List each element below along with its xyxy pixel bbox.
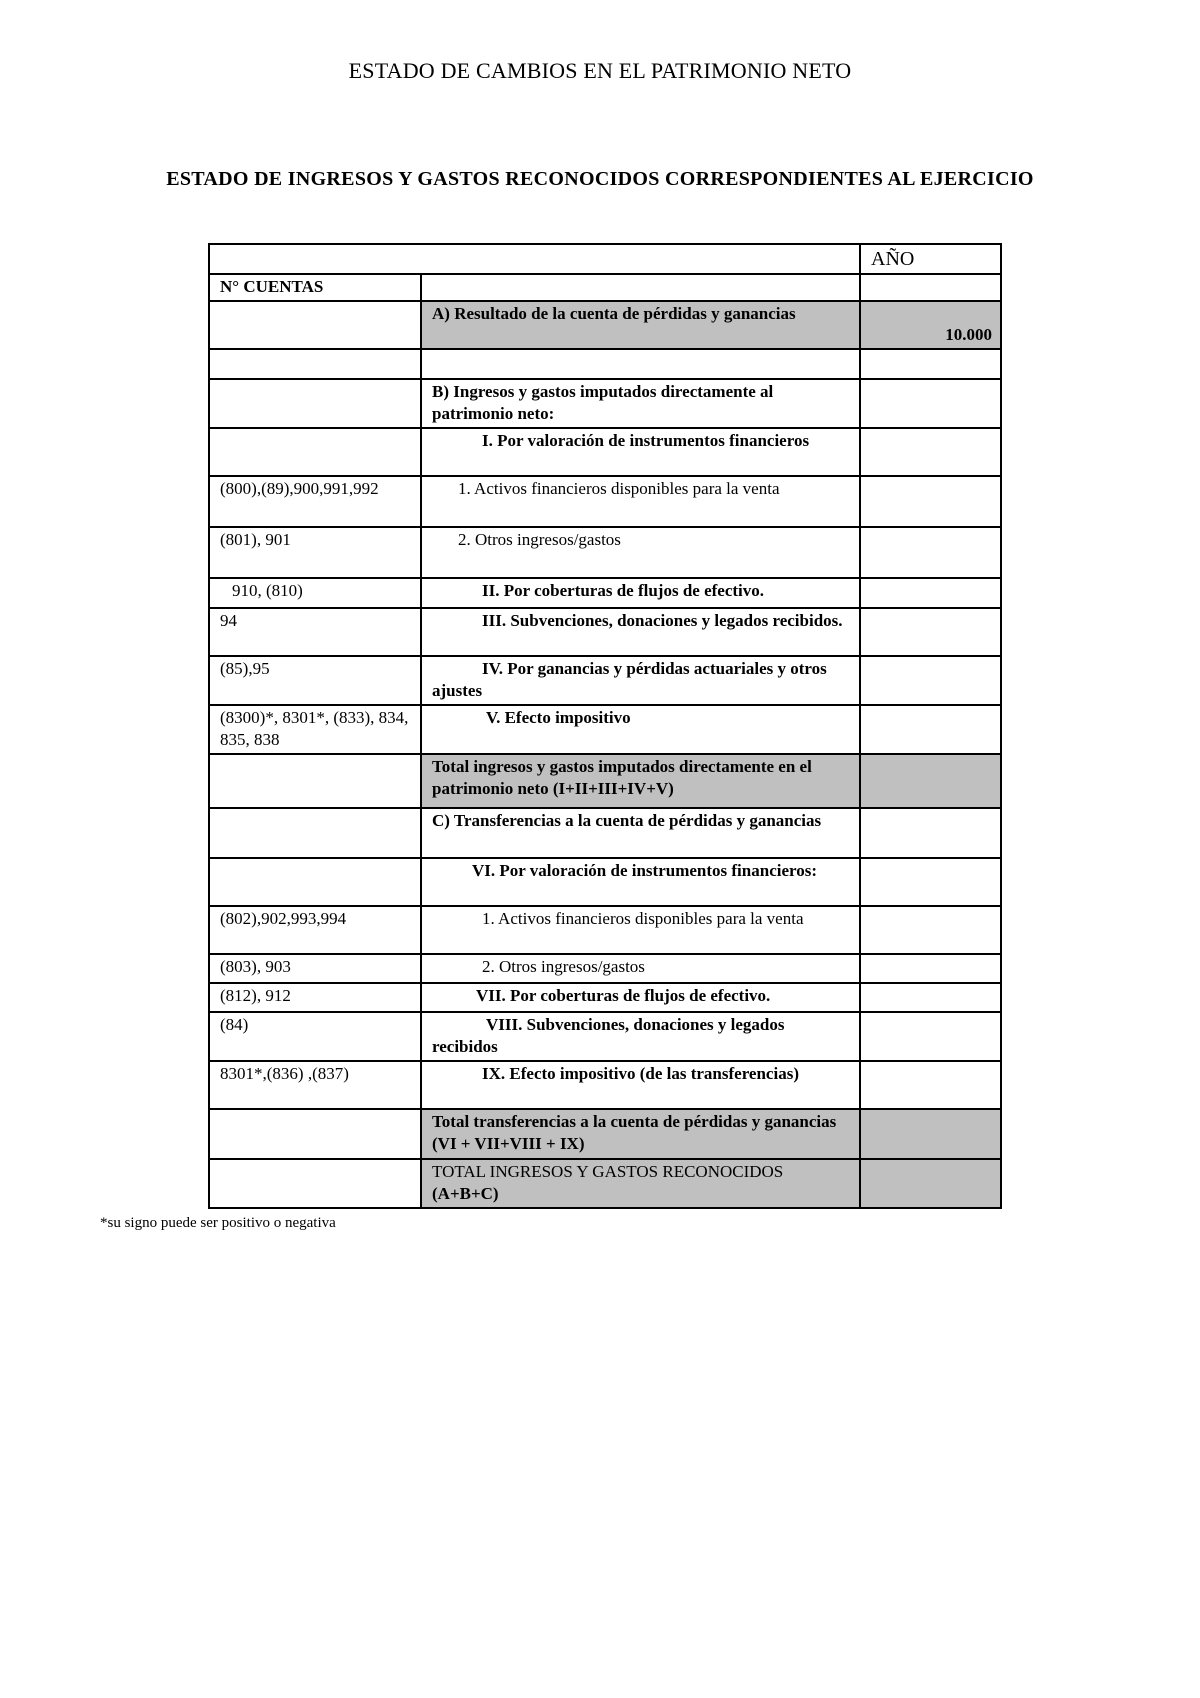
- value-cell: [860, 1109, 1001, 1159]
- value-cell: [860, 379, 1001, 428]
- table-row: [209, 527, 1001, 578]
- value-cell: [860, 349, 1001, 379]
- desc-cell: C) Transferencias a la cuenta de pérdidas y ganancias: [421, 808, 860, 858]
- desc-cell: B) Ingresos y gastos imputados directamente al patrimonio neto:: [421, 379, 860, 428]
- value-cell: 10.000: [860, 301, 1001, 349]
- table-row: [209, 1061, 1001, 1109]
- value-cell: [860, 983, 1001, 1012]
- value-cell: [860, 608, 1001, 656]
- desc-cell: VII. Por coberturas de flujos de efectivo.: [421, 983, 860, 1012]
- table-row: [209, 858, 1001, 906]
- table-row: [209, 906, 1001, 954]
- total-formula: (A+B+C): [432, 1184, 499, 1203]
- accounts-header: N° CUENTAS: [209, 274, 421, 301]
- value-cell: [860, 656, 1001, 705]
- desc-text: IX. Efecto impositivo (de las transferencias): [482, 1064, 799, 1083]
- value-cell: [860, 906, 1001, 954]
- desc-cell: 2. Otros ingresos/gastos: [421, 527, 860, 578]
- table-row-subtotal: [209, 754, 1001, 808]
- table-row: [209, 608, 1001, 656]
- desc-text: 1. Activos financieros disponibles para la venta: [482, 909, 804, 928]
- table-row: [209, 808, 1001, 858]
- year-header: AÑO: [860, 244, 1001, 274]
- value-cell: [860, 808, 1001, 858]
- table-row: [209, 1012, 1001, 1061]
- account-cell: (803), 903: [209, 954, 421, 983]
- account-cell: [209, 428, 421, 476]
- account-cell: [209, 858, 421, 906]
- value-cell: [860, 1159, 1001, 1208]
- desc-text: VIII. Subvenciones, donaciones y legados recibidos: [432, 1015, 785, 1056]
- table-row: [209, 428, 1001, 476]
- value-cell: [860, 1061, 1001, 1109]
- account-cell: [209, 349, 421, 379]
- table-row: [209, 983, 1001, 1012]
- header-blank-cell: [860, 274, 1001, 301]
- document-title: ESTADO DE CAMBIOS EN EL PATRIMONIO NETO: [348, 58, 852, 83]
- desc-text: VI. Por valoración de instrumentos financieros:: [472, 861, 818, 880]
- header-row-year: [209, 244, 1001, 274]
- account-cell: (812), 912: [209, 983, 421, 1012]
- value-cell: [860, 476, 1001, 527]
- table-row-total: [209, 1159, 1001, 1208]
- desc-cell: [421, 858, 860, 906]
- value-cell: [860, 1012, 1001, 1061]
- desc-cell: Total transferencias a la cuenta de pérdidas y ganancias (VI + VII+VIII + IX): [421, 1109, 860, 1159]
- account-cell: (800),(89),900,991,992: [209, 476, 421, 527]
- desc-cell: [421, 608, 860, 656]
- desc-cell: [421, 656, 860, 705]
- account-cell: (802),902,993,994: [209, 906, 421, 954]
- table-row: [209, 656, 1001, 705]
- account-cell: (8300)*, 8301*, (833), 834, 835, 838: [209, 705, 421, 754]
- table-row: [209, 954, 1001, 983]
- desc-cell: [421, 906, 860, 954]
- header-blank-cell: [421, 274, 860, 301]
- value-cell: [860, 754, 1001, 808]
- desc-cell: II. Por coberturas de flujos de efectivo.: [421, 578, 860, 608]
- account-cell: (85),95: [209, 656, 421, 705]
- desc-cell: 1. Activos financieros disponibles para la venta: [421, 476, 860, 527]
- table-row: [209, 379, 1001, 428]
- account-cell: [209, 808, 421, 858]
- table-row: [209, 476, 1001, 527]
- value-cell: [860, 428, 1001, 476]
- header-blank-cell: [209, 244, 860, 274]
- account-cell: [209, 379, 421, 428]
- account-cell: 910, (810): [209, 578, 421, 608]
- table-row: [209, 578, 1001, 608]
- account-cell: [209, 1109, 421, 1159]
- table-row: [209, 349, 1001, 379]
- table-row: [209, 705, 1001, 754]
- document-subtitle: ESTADO DE INGRESOS Y GASTOS RECONOCIDOS CORRESPONDIENTES AL EJERCICIO: [166, 168, 1034, 190]
- desc-cell: [421, 1061, 860, 1109]
- desc-cell: [421, 349, 860, 379]
- table-row-subtotal: [209, 1109, 1001, 1159]
- table-row: [209, 301, 1001, 349]
- desc-cell: A) Resultado de la cuenta de pérdidas y ganancias: [421, 301, 860, 349]
- account-cell: (84): [209, 1012, 421, 1061]
- account-cell: 94: [209, 608, 421, 656]
- account-cell: [209, 754, 421, 808]
- statement-table: [208, 243, 1002, 1209]
- desc-cell: Total ingresos y gastos imputados directamente en el patrimonio neto (I+II+III+IV+V): [421, 754, 860, 808]
- account-cell: (801), 901: [209, 527, 421, 578]
- desc-text: III. Subvenciones, donaciones y legados recibidos.: [482, 611, 843, 630]
- desc-cell: [421, 428, 860, 476]
- header-row-accounts: [209, 274, 1001, 301]
- desc-text: I. Por valoración de instrumentos financieros: [482, 431, 810, 450]
- footnote: *su signo puede ser positivo o negativa: [100, 1215, 336, 1231]
- value-cell: [860, 858, 1001, 906]
- desc-cell: V. Efecto impositivo: [421, 705, 860, 754]
- desc-text: IV. Por ganancias y pérdidas actuariales y otros ajustes: [432, 659, 827, 700]
- desc-cell: [421, 1012, 860, 1061]
- account-cell: [209, 301, 421, 349]
- value-cell: [860, 578, 1001, 608]
- desc-cell: 2. Otros ingresos/gastos: [421, 954, 860, 983]
- value-cell: [860, 527, 1001, 578]
- total-label: TOTAL INGRESOS Y GASTOS RECONOCIDOS: [432, 1162, 784, 1181]
- value-cell: [860, 705, 1001, 754]
- account-cell: [209, 1159, 421, 1208]
- desc-cell: [421, 1159, 860, 1208]
- value-cell: [860, 954, 1001, 983]
- account-cell: 8301*,(836) ,(837): [209, 1061, 421, 1109]
